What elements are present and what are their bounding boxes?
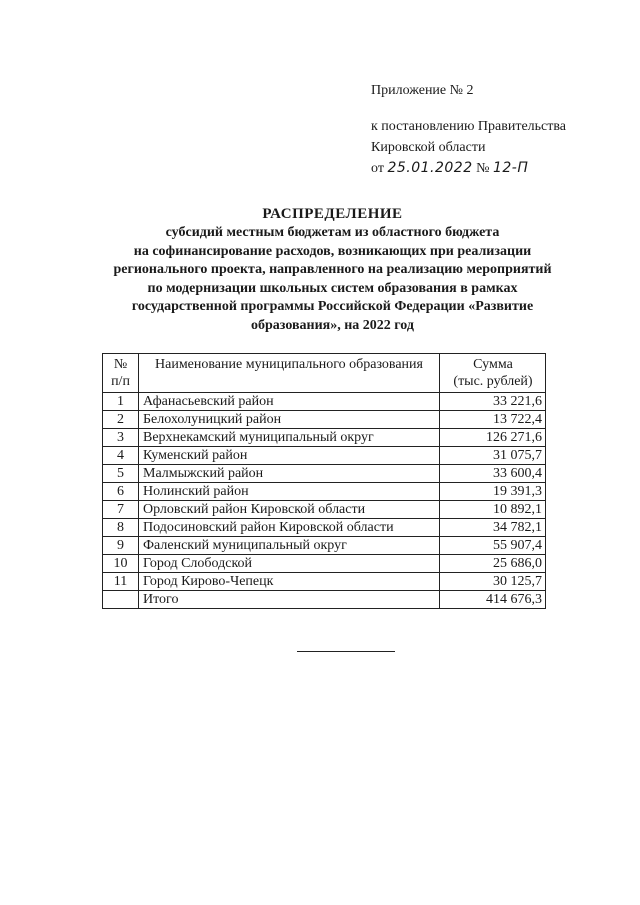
total-number-empty	[103, 591, 139, 609]
appendix-header	[371, 80, 631, 179]
title-line: государственной программы Российской Федерации «Развитие	[131, 299, 534, 314]
row-number: 1	[103, 393, 139, 411]
title-line: регионального проекта, направленного на реализацию мероприятий	[113, 262, 552, 277]
handwritten-date: 25.01.2022	[387, 160, 473, 176]
row-sum: 25 686,0	[440, 555, 546, 573]
row-name: Малмыжский район	[139, 465, 440, 483]
row-name: Верхнекамский муниципальный округ	[139, 429, 440, 447]
row-name: Город Слободской	[139, 555, 440, 573]
table-row	[103, 429, 546, 447]
table-row	[103, 411, 546, 429]
table-row	[103, 537, 546, 555]
table-row	[103, 447, 546, 465]
row-name: Подосиновский район Кировской области	[139, 519, 440, 537]
row-sum: 13 722,4	[440, 411, 546, 429]
header-name: Наименование муниципального образования	[139, 354, 440, 393]
row-number: 8	[103, 519, 139, 537]
row-name: Афанасьевский район	[139, 393, 440, 411]
header-number: № п/п	[103, 354, 139, 393]
row-sum: 31 075,7	[440, 447, 546, 465]
number-prefix: №	[476, 161, 490, 176]
table-row	[103, 573, 546, 591]
row-name: Орловский район Кировской области	[139, 501, 440, 519]
table-header-row	[103, 354, 546, 393]
row-sum: 126 271,6	[440, 429, 546, 447]
row-sum: 10 892,1	[440, 501, 546, 519]
row-sum: 33 600,4	[440, 465, 546, 483]
date-number-line	[371, 158, 631, 179]
header-sum: Сумма (тыс. рублей)	[440, 354, 546, 393]
row-number: 11	[103, 573, 139, 591]
table-row	[103, 519, 546, 537]
row-number: 5	[103, 465, 139, 483]
total-label: Итого	[139, 591, 440, 609]
row-name: Город Кирово-Чепецк	[139, 573, 440, 591]
row-sum: 34 782,1	[440, 519, 546, 537]
handwritten-number: 12-П	[492, 160, 529, 176]
closing-rule	[297, 651, 395, 652]
title-line: по модернизации школьных систем образования в рамках	[147, 280, 518, 296]
title-main: РАСПРЕДЕЛЕНИЕ	[262, 206, 403, 222]
document-title	[60, 205, 605, 335]
from-prefix: от	[371, 161, 384, 176]
table-row	[103, 501, 546, 519]
table-row	[103, 393, 546, 411]
region-line: Кировской области	[371, 140, 486, 155]
row-number: 7	[103, 501, 139, 519]
row-sum: 33 221,6	[440, 393, 546, 411]
table-row	[103, 483, 546, 501]
row-sum: 55 907,4	[440, 537, 546, 555]
row-number: 2	[103, 411, 139, 429]
row-name: Куменский район	[139, 447, 440, 465]
row-number: 3	[103, 429, 139, 447]
appendix-label: Приложение № 2	[371, 83, 474, 98]
title-line: на софинансирование расходов, возникающих при реализации	[133, 243, 532, 259]
row-name: Белохолуницкий район	[139, 411, 440, 429]
row-name: Нолинский район	[139, 483, 440, 501]
row-sum: 30 125,7	[440, 573, 546, 591]
distribution-table	[102, 353, 546, 609]
total-row	[103, 591, 546, 609]
table-row	[103, 465, 546, 483]
title-line: образования», на 2022 год	[250, 317, 414, 333]
table-row	[103, 555, 546, 573]
row-name: Фаленский муниципальный округ	[139, 537, 440, 555]
total-sum: 414 676,3	[440, 591, 546, 609]
title-line: субсидий местным бюджетам из областного бюджета	[165, 225, 500, 240]
row-number: 10	[103, 555, 139, 573]
row-number: 9	[103, 537, 139, 555]
row-sum: 19 391,3	[440, 483, 546, 501]
row-number: 6	[103, 483, 139, 501]
resolution-line: к постановлению Правительства	[371, 119, 567, 134]
row-number: 4	[103, 447, 139, 465]
